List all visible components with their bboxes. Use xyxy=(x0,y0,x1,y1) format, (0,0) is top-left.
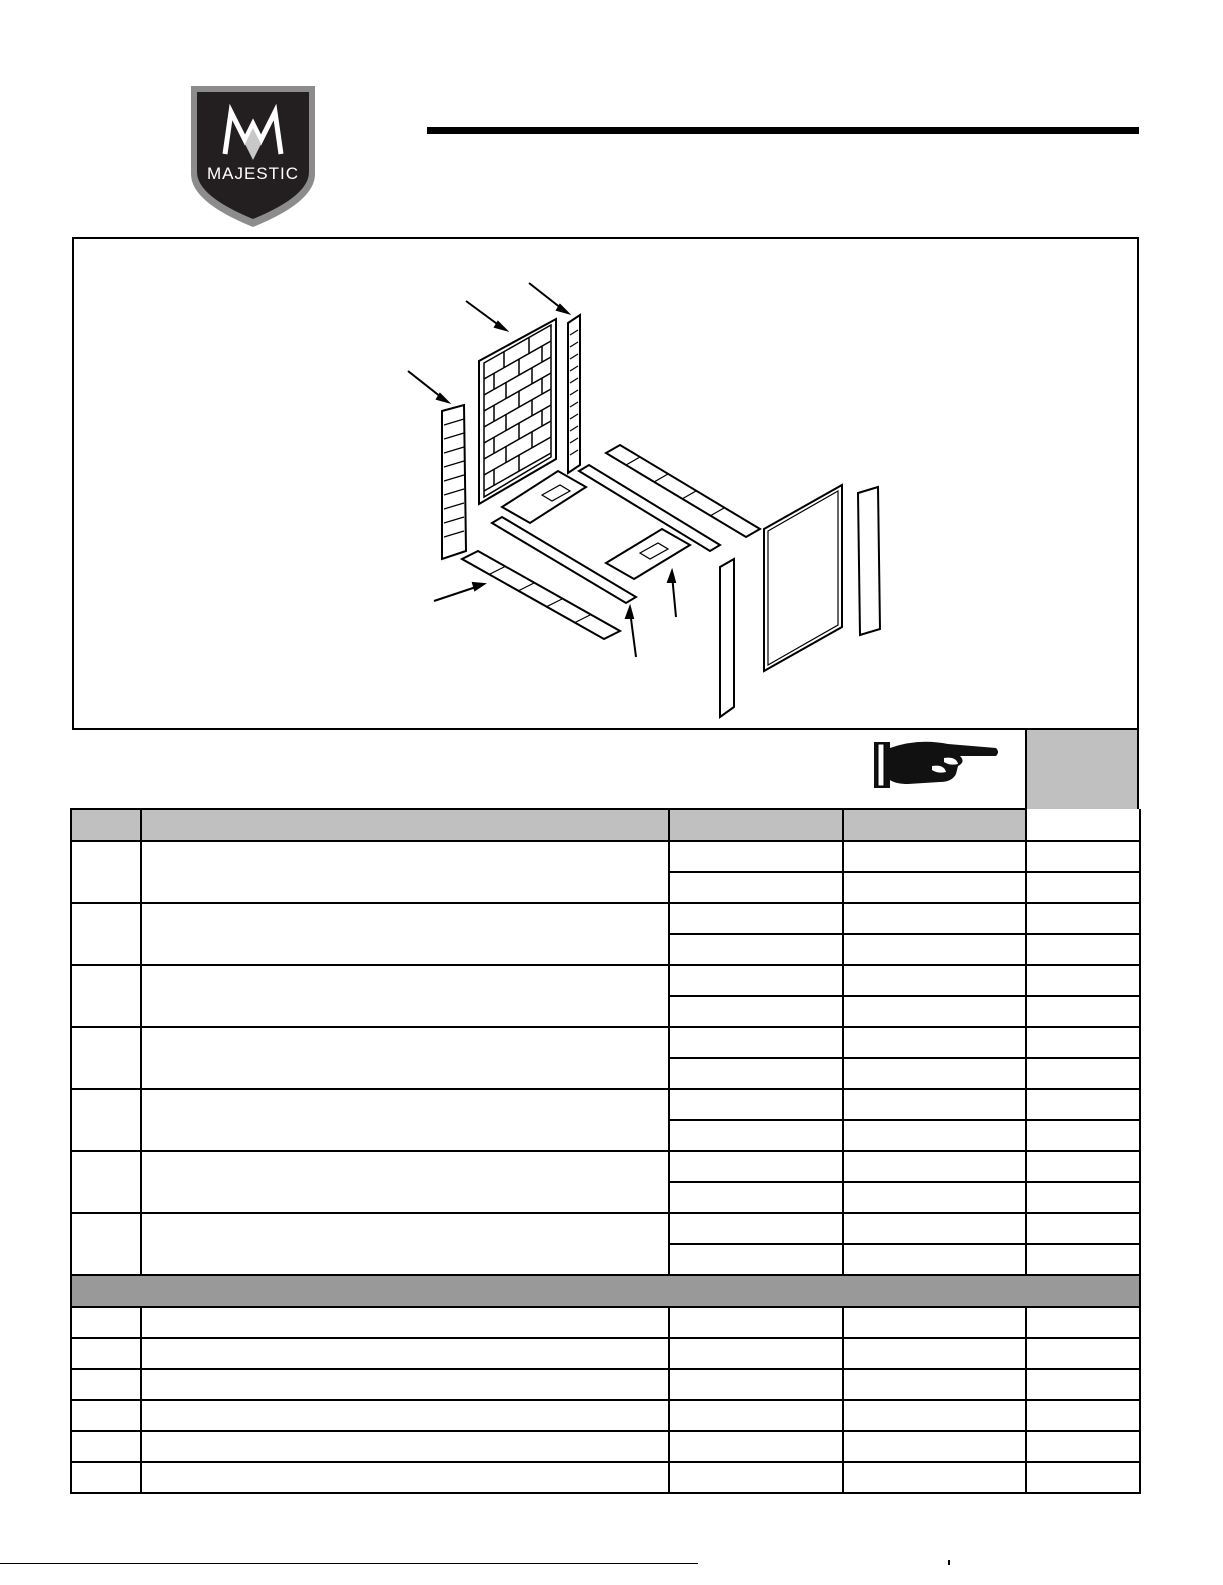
cell xyxy=(843,1462,1026,1493)
pointing-hand-icon xyxy=(848,730,1025,808)
cell xyxy=(669,1027,843,1058)
cell xyxy=(141,1462,669,1493)
cell xyxy=(71,1307,141,1338)
cell xyxy=(843,1151,1026,1182)
description-cell xyxy=(141,903,669,965)
cell xyxy=(669,1400,843,1431)
cell xyxy=(1026,1307,1140,1338)
cell xyxy=(843,1369,1026,1400)
cell xyxy=(1026,1058,1140,1089)
cell xyxy=(669,1338,843,1369)
table-row xyxy=(71,1431,1140,1462)
cell xyxy=(1026,1151,1140,1182)
cell xyxy=(843,1338,1026,1369)
cell xyxy=(1026,872,1140,903)
diagram-frame xyxy=(72,237,1139,730)
table-row xyxy=(71,1027,1140,1058)
cell xyxy=(141,1431,669,1462)
cell xyxy=(843,934,1026,965)
table-row xyxy=(71,1338,1140,1369)
cell xyxy=(1026,1431,1140,1462)
cell xyxy=(843,872,1026,903)
cell xyxy=(71,1338,141,1369)
cell xyxy=(669,1120,843,1151)
cell xyxy=(1026,1089,1140,1120)
cell xyxy=(1026,1182,1140,1213)
description-cell xyxy=(141,1213,669,1275)
item-cell xyxy=(71,903,141,965)
cell xyxy=(669,1213,843,1244)
majestic-logo xyxy=(187,82,319,230)
cell xyxy=(71,1400,141,1431)
cell xyxy=(1026,841,1140,872)
footer-rule xyxy=(0,1563,698,1564)
description-cell xyxy=(141,1027,669,1089)
cell xyxy=(843,996,1026,1027)
cell xyxy=(843,1058,1026,1089)
table-header-row xyxy=(71,809,1140,841)
description-cell xyxy=(141,1151,669,1213)
brand-name: MAJESTIC xyxy=(206,164,300,183)
cell xyxy=(669,1151,843,1182)
item-cell xyxy=(71,1027,141,1089)
cell xyxy=(141,1307,669,1338)
cell xyxy=(669,841,843,872)
cell xyxy=(843,841,1026,872)
cell xyxy=(1026,1120,1140,1151)
item-cell xyxy=(71,965,141,1027)
cell xyxy=(843,1307,1026,1338)
cell xyxy=(1026,934,1140,965)
cell xyxy=(1026,1369,1140,1400)
cell xyxy=(843,965,1026,996)
parts-table xyxy=(70,808,1141,1494)
cell xyxy=(669,1431,843,1462)
cell xyxy=(669,1182,843,1213)
cell xyxy=(1026,1338,1140,1369)
item-cell xyxy=(71,1089,141,1151)
cell xyxy=(843,1182,1026,1213)
cell xyxy=(141,1400,669,1431)
footer-tick xyxy=(948,1560,950,1565)
item-cell xyxy=(71,841,141,903)
cell xyxy=(1026,996,1140,1027)
cell xyxy=(71,1369,141,1400)
header-col-3 xyxy=(669,809,843,841)
cell xyxy=(669,903,843,934)
table-row xyxy=(71,1151,1140,1182)
cell xyxy=(843,1213,1026,1244)
section-label xyxy=(71,1275,1140,1307)
cell xyxy=(669,1244,843,1275)
table-row xyxy=(71,903,1140,934)
majestic-shield-icon xyxy=(187,82,319,230)
cell xyxy=(1026,1027,1140,1058)
cell xyxy=(669,1089,843,1120)
cell xyxy=(669,965,843,996)
table-row xyxy=(71,1307,1140,1338)
cell xyxy=(843,1400,1026,1431)
cell xyxy=(843,1120,1026,1151)
cell xyxy=(669,1058,843,1089)
cell xyxy=(71,1462,141,1493)
table-row xyxy=(71,1369,1140,1400)
cell xyxy=(843,903,1026,934)
cell xyxy=(141,1338,669,1369)
cell xyxy=(1026,1462,1140,1493)
firebrick-exploded-diagram xyxy=(74,239,1137,728)
item-cell xyxy=(71,1213,141,1275)
cell xyxy=(141,1369,669,1400)
cell xyxy=(1026,965,1140,996)
cell xyxy=(843,1244,1026,1275)
cell xyxy=(669,1462,843,1493)
cell xyxy=(669,872,843,903)
cell xyxy=(843,1431,1026,1462)
cell xyxy=(669,996,843,1027)
table-row xyxy=(71,965,1140,996)
cell xyxy=(1026,1213,1140,1244)
cell xyxy=(669,1369,843,1400)
cell xyxy=(669,934,843,965)
header-item xyxy=(71,809,141,841)
description-cell xyxy=(141,841,669,903)
header-description xyxy=(141,809,669,841)
table-row xyxy=(71,1462,1140,1493)
header-col-5 xyxy=(1026,809,1140,841)
rear-panel xyxy=(479,319,556,504)
table-row xyxy=(71,1400,1140,1431)
cell xyxy=(1026,903,1140,934)
section-row xyxy=(71,1275,1140,1307)
cell xyxy=(843,1089,1026,1120)
table-row xyxy=(71,1213,1140,1244)
cell xyxy=(843,1027,1026,1058)
cell xyxy=(71,1431,141,1462)
table-row xyxy=(71,841,1140,872)
table-row xyxy=(71,1089,1140,1120)
cell xyxy=(1026,1400,1140,1431)
item-cell xyxy=(71,1151,141,1213)
description-cell xyxy=(141,965,669,1027)
cell xyxy=(669,1307,843,1338)
cell xyxy=(1026,1244,1140,1275)
title-rule xyxy=(427,127,1139,134)
header-col-4 xyxy=(843,809,1026,841)
description-cell xyxy=(141,1089,669,1151)
